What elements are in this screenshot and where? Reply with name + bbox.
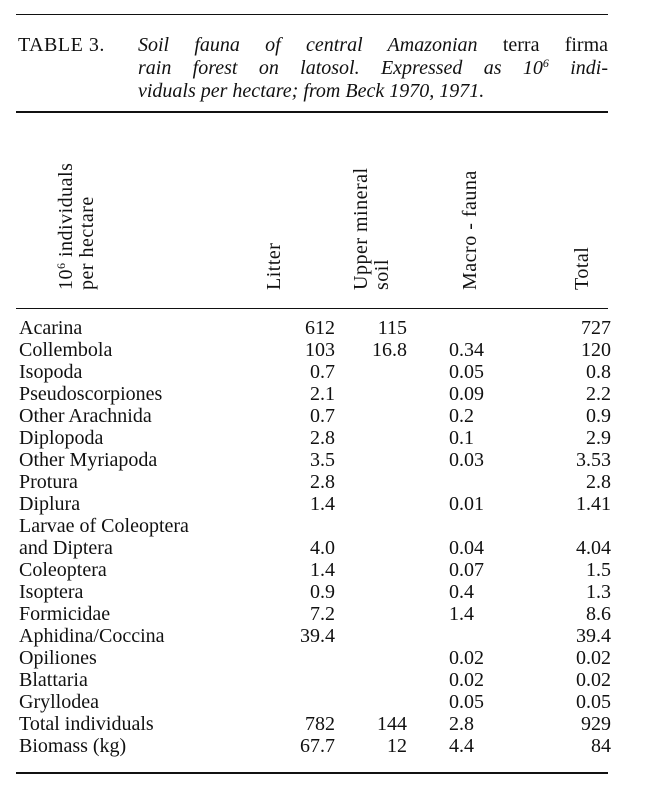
table-row — [19, 515, 611, 537]
litter-value: 2.8 — [310, 471, 335, 493]
litter-value: 1.4 — [310, 559, 335, 581]
macro-value: 0.09 — [449, 383, 484, 405]
soil-value — [335, 537, 407, 559]
column-gap — [407, 559, 449, 581]
total-value: 1.5 — [586, 559, 611, 581]
body-rule — [16, 308, 608, 309]
table-row — [19, 427, 611, 449]
macro-value: 2.8 — [449, 713, 474, 735]
total-value: 8.6 — [586, 603, 611, 625]
soil-value — [335, 603, 407, 625]
total-value: 1.41 — [576, 493, 611, 515]
row-name: Gryllodea — [19, 691, 99, 713]
row-name: Larvae of Coleoptera — [19, 515, 189, 537]
macro-value: 0.01 — [449, 493, 484, 515]
litter-value: 0.9 — [310, 581, 335, 603]
table-row — [19, 317, 611, 339]
soil-value: 16.8 — [372, 339, 407, 361]
row-name: Isopoda — [19, 361, 83, 383]
total-value: 727 — [581, 317, 611, 339]
column-gap — [407, 647, 449, 669]
stub-column-header — [56, 163, 98, 290]
total-value: 3.53 — [576, 449, 611, 471]
macro-value: 0.4 — [449, 581, 474, 603]
caption-line-2: rain forest on latosol. Expressed as $10^6$ indi- — [138, 56, 608, 79]
column-gap — [407, 691, 449, 713]
table-row — [19, 669, 611, 691]
macro-value — [449, 515, 503, 537]
table-row — [19, 603, 611, 625]
soil-value — [335, 449, 407, 471]
table-row — [19, 361, 611, 383]
row-name: Diplura — [19, 493, 81, 515]
column-gap — [407, 515, 449, 537]
macro-value: 0.07 — [449, 559, 484, 581]
litter-value — [249, 669, 335, 691]
total-value: 84 — [591, 735, 611, 757]
macro-value — [449, 625, 503, 647]
table-row — [19, 713, 611, 735]
caption-line-1: Soil fauna of central Amazonian terra firma — [138, 34, 609, 56]
row-name: Opiliones — [19, 647, 97, 669]
soil-value: 144 — [377, 713, 407, 735]
table-row — [19, 559, 611, 581]
caption-text — [138, 34, 608, 103]
row-name: Biomass (kg) — [19, 735, 127, 757]
column-gap — [407, 383, 449, 405]
total-value: 0.02 — [576, 647, 611, 669]
macro-value: 0.05 — [449, 361, 484, 383]
row-name: Coleoptera — [19, 559, 107, 581]
litter-value: 612 — [305, 317, 335, 339]
row-name: Isoptera — [19, 581, 84, 603]
stub-header-line-1: $10^6$ individuals — [54, 162, 77, 290]
soil-value — [335, 559, 407, 581]
macro-value: 4.4 — [449, 735, 474, 757]
litter-value: 67.7 — [300, 735, 335, 757]
column-gap — [407, 471, 449, 493]
column-gap — [407, 625, 449, 647]
total-value: 0.9 — [586, 405, 611, 427]
litter-value: 782 — [305, 713, 335, 735]
row-name: Total individuals — [19, 713, 154, 735]
table-row — [19, 647, 611, 669]
column-gap — [407, 581, 449, 603]
soil-value — [335, 515, 407, 537]
soil-value — [335, 669, 407, 691]
macro-value: 0.2 — [449, 405, 474, 427]
macro-value — [449, 471, 503, 493]
macro-value: 0.34 — [449, 339, 484, 361]
table-row — [19, 471, 611, 493]
soil-value — [335, 405, 407, 427]
table-row — [19, 581, 611, 603]
table-row — [19, 339, 611, 361]
litter-value: 7.2 — [310, 603, 335, 625]
table-row — [19, 383, 611, 405]
litter-value: 103 — [305, 339, 335, 361]
upper-mineral-soil-column-header: Upper mineral soil — [350, 167, 393, 290]
column-gap — [407, 537, 449, 559]
table-row — [19, 735, 611, 757]
macro-value: 0.02 — [449, 669, 484, 691]
column-gap — [407, 317, 449, 339]
total-value: 0.02 — [576, 669, 611, 691]
litter-value: 2.1 — [310, 383, 335, 405]
top-rule — [16, 14, 608, 15]
soil-value — [335, 383, 407, 405]
total-value — [503, 515, 611, 537]
row-name: Other Myriapoda — [19, 449, 158, 471]
row-name: Pseudoscorpiones — [19, 383, 163, 405]
macro-fauna-column-header: Macro - fauna — [459, 170, 481, 290]
soil-value — [335, 647, 407, 669]
litter-value: 4.0 — [310, 537, 335, 559]
litter-column-header: Litter — [263, 242, 285, 290]
table-row — [19, 625, 611, 647]
table-label: TABLE 3. — [18, 34, 105, 56]
soil-value — [335, 625, 407, 647]
soil-value — [335, 493, 407, 515]
header-rule — [16, 111, 608, 113]
total-value: 929 — [581, 713, 611, 735]
soil-value — [335, 361, 407, 383]
litter-value — [249, 515, 335, 537]
column-gap — [407, 669, 449, 691]
total-value: 120 — [581, 339, 611, 361]
litter-value — [249, 691, 335, 713]
total-value: 0.05 — [576, 691, 611, 713]
litter-value — [249, 647, 335, 669]
column-gap — [407, 339, 449, 361]
column-gap — [407, 493, 449, 515]
total-value: 4.04 — [576, 537, 611, 559]
soil-value — [335, 471, 407, 493]
litter-value: 1.4 — [310, 493, 335, 515]
row-name: Other Arachnida — [19, 405, 152, 427]
table-row — [19, 493, 611, 515]
macro-value: 1.4 — [449, 603, 474, 625]
total-column-header: Total — [571, 246, 593, 290]
total-value: 1.3 — [586, 581, 611, 603]
litter-value: 39.4 — [300, 625, 335, 647]
total-value: 2.2 — [586, 383, 611, 405]
macro-value: 0.03 — [449, 449, 484, 471]
caption-line-3: viduals per hectare; from Beck 1970, 1971. — [138, 80, 485, 102]
table-row — [19, 449, 611, 471]
column-gap — [407, 405, 449, 427]
row-name: Aphidina/Coccina — [19, 625, 165, 647]
table-row — [19, 537, 611, 559]
bottom-rule — [16, 772, 608, 774]
macro-value: 0.1 — [449, 427, 474, 449]
fauna-table — [19, 317, 611, 757]
table-row — [19, 691, 611, 713]
row-name: and Diptera — [19, 537, 113, 559]
row-name: Protura — [19, 471, 78, 493]
total-value: 2.9 — [586, 427, 611, 449]
litter-value: 0.7 — [310, 405, 335, 427]
row-name: Blattaria — [19, 669, 88, 691]
row-name: Diplopoda — [19, 427, 104, 449]
column-gap — [407, 735, 449, 757]
litter-value: 0.7 — [310, 361, 335, 383]
soil-value: 12 — [387, 735, 407, 757]
column-gap — [407, 603, 449, 625]
column-gap — [407, 449, 449, 471]
column-gap — [407, 361, 449, 383]
row-name: Formicidae — [19, 603, 111, 625]
soil-value — [335, 581, 407, 603]
soil-value — [335, 427, 407, 449]
macro-value: 0.05 — [449, 691, 484, 713]
macro-value: 0.04 — [449, 537, 484, 559]
total-value: 2.8 — [586, 471, 611, 493]
column-gap — [407, 427, 449, 449]
row-name: Collembola — [19, 339, 113, 361]
total-value: 0.8 — [586, 361, 611, 383]
column-gap — [407, 713, 449, 735]
soil-value — [335, 691, 407, 713]
macro-value — [449, 317, 503, 339]
litter-value: 2.8 — [310, 427, 335, 449]
stub-header-line-2: per hectare — [76, 196, 98, 290]
soil-value: 115 — [377, 317, 407, 339]
total-value: 39.4 — [576, 625, 611, 647]
table-row — [19, 405, 611, 427]
litter-value: 3.5 — [310, 449, 335, 471]
row-name: Acarina — [19, 317, 83, 339]
macro-value: 0.02 — [449, 647, 484, 669]
